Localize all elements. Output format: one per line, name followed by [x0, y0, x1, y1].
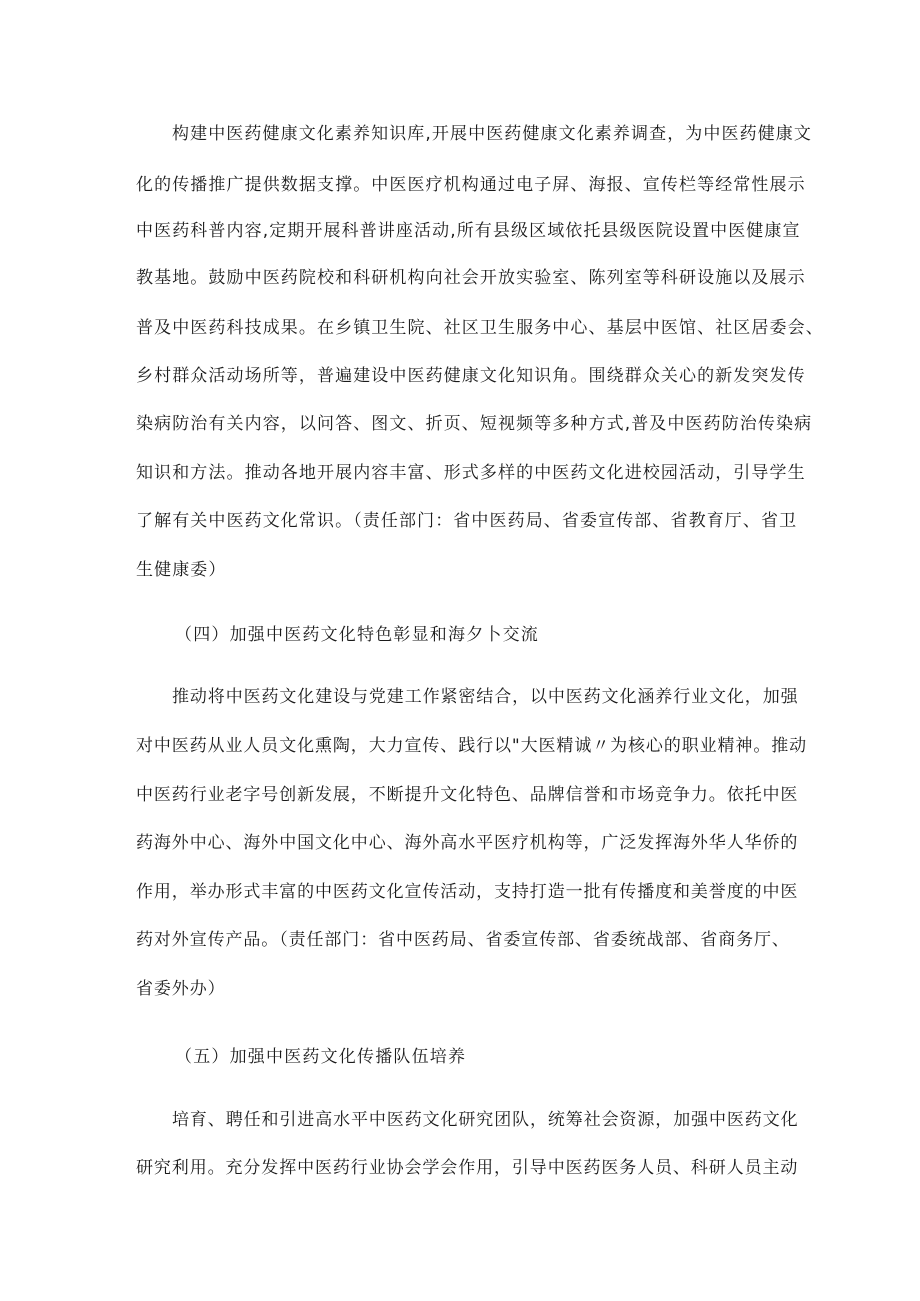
heading-text: （四）加强中医药文化特色彰显和海夕卜交流	[175, 625, 539, 645]
text-line: 对中医药从业人员文化熏陶，大力宣传、践行以"大医精诚〃为核心的职业精神。推动	[136, 736, 808, 756]
text-line: 中医药科普内容,定期开展科普讲座活动,所有县级区域依托县级医院设置中医健康宣	[136, 221, 801, 241]
text-line: 中医药行业老字号创新发展，不断提升文化特色、品牌信誉和市场竞争力。依托中医	[136, 785, 799, 805]
text-line: 了解有关中医药文化常识。（责任部门：省中医药局、省委宣传部、省教育厅、省卫	[136, 511, 798, 531]
text-line: 教基地。鼓励中医药院校和科研机构向社会开放实验室、陈列室等科研设施以及展示	[136, 268, 806, 288]
text-line: 作用，举办形式丰富的中医药文化宣传活动，支持打造一批有传播度和美誉度的中医	[136, 882, 799, 902]
text-line: 生健康委）	[136, 560, 227, 580]
heading-text: （五）加强中医药文化传播队伍培养	[175, 1047, 467, 1067]
text-line: 染病防治有关内容，以问答、图文、折页、短视频等多种方式,普及中医药防治传染病	[136, 414, 813, 434]
text-line: 药对外宣传产品。（责任部门：省中医药局、省委宣传部、省委统战部、省商务厅、	[136, 930, 790, 950]
text-line: 研究利用。充分发挥中医药行业协会学会作用，引导中医药医务人员、科研人员主动	[136, 1158, 799, 1178]
text-line: 构建中医药健康文化素养知识库,开展中医药健康文化素养调查，为中医药健康文	[172, 124, 813, 144]
text-line: 药海外中心、海外中国文化中心、海外高水平医疗机构等，广泛发挥海外华人华侨的	[136, 833, 799, 853]
text-line: 省委外办）	[136, 979, 226, 999]
text-line: 培育、聘任和引进高水平中医药文化研究团队，统筹社会资源，加强中医药文化	[172, 1110, 799, 1130]
text-line: 化的传播推广提供数据支撑。中医医疗机构通过电子屏、海报、宣传栏等经常性展示	[136, 175, 806, 195]
text-line: 推动将中医药文化建设与党建工作紧密结合，以中医药文化涵养行业文化，加强	[172, 687, 799, 707]
text-line: 普及中医药科技成果。在乡镇卫生院、社区卫生服务中心、基层中医馆、社区居委会、	[136, 318, 824, 338]
text-line: 知识和方法。推动各地开展内容丰富、形式多样的中医药文化进校园活动，引导学生	[136, 463, 806, 483]
text-line: 乡村群众活动场所等，普遍建设中医药健康文化知识角。围绕群众关心的新发突发传	[136, 366, 806, 386]
